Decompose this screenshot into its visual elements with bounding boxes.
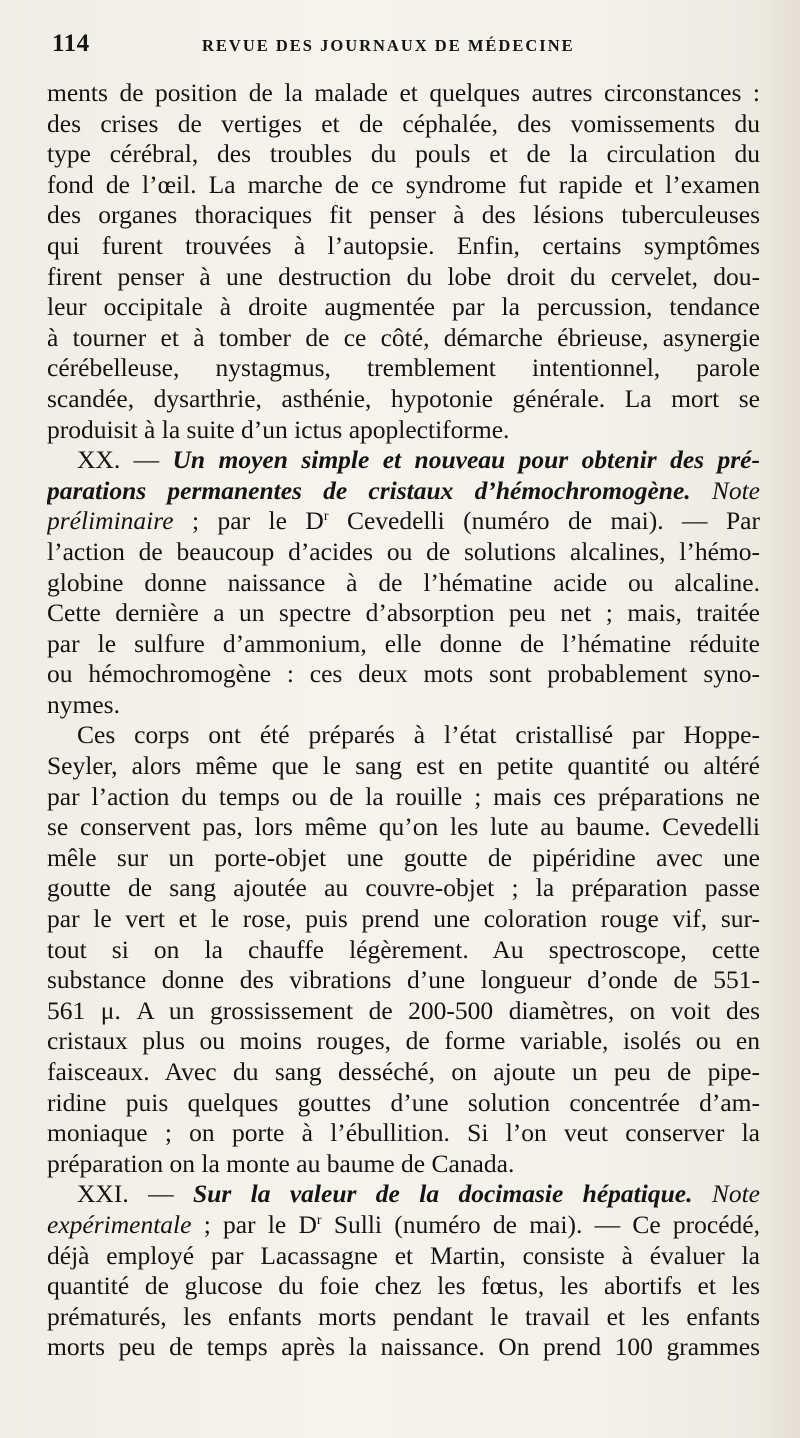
- text-line: produisit à la suite d’un ictus apoplectiforme.: [47, 414, 510, 444]
- text-line: cérébelleuse, nystagmus, tremblement intentionnel, parole: [47, 353, 760, 383]
- page-header: [52, 30, 757, 60]
- text-line: ridine puis quelques gouttes d’une solution concentrée d’am-: [47, 1087, 760, 1117]
- text-line: qui furent trouvées à l’autopsie. Enfin, certains symptômes: [47, 230, 760, 260]
- text-line: par le sulfure d’ammonium, elle donne de l’hématine réduite: [47, 628, 760, 658]
- text-line: morts peu de temps après la naissance. On prend 100 grammes: [47, 1332, 760, 1362]
- note-label: Note: [711, 1179, 760, 1209]
- text-line: quantité de glucose du foie chez les fœtus, les abortifs et les: [47, 1271, 760, 1301]
- text-line: à tourner et à tomber de ce côté, démarche ébrieuse, asynergie: [47, 322, 760, 352]
- text-line: prématurés, les enfants morts pendant le travail et les enfants: [47, 1301, 760, 1331]
- text-line: goutte de sang ajoutée au couvre-objet ; la préparation passe: [47, 873, 760, 903]
- text-line: substance donne des vibrations d’une longueur d’onde de 551-: [47, 965, 760, 995]
- author-sup: r: [316, 1212, 322, 1228]
- text-line: se conservent pas, lors même qu’on les lute au baume. Cevedelli: [47, 812, 760, 842]
- text-line: des crises de vertiges et de céphalée, des vomissements du: [47, 108, 760, 138]
- section-heading-xx: [47, 445, 760, 476]
- author-suffix: Sulli (numéro de mai). — Ce procédé,: [321, 1209, 760, 1239]
- text-line: ou hémochromogène : ces deux mots sont probablement syno-: [47, 659, 760, 689]
- text-line: fond de l’œil. La marche de ce syndrome fut rapide et l’examen: [47, 169, 760, 199]
- section-title: parations permanentes de cristaux d’hémochromogène.: [47, 475, 691, 505]
- author-suffix: Cevedelli (numéro de mai). — Par: [328, 506, 760, 536]
- text-line: nymes.: [47, 689, 120, 719]
- body-text: [47, 78, 760, 1363]
- running-head: REVUE DES JOURNAUX DE MÉDECINE: [202, 36, 575, 55]
- text-line: tout si on la chauffe légèrement. Au spectroscope, cette: [47, 934, 760, 964]
- section-number: XX. —: [77, 445, 173, 475]
- note-label: expérimentale: [47, 1209, 192, 1239]
- text-line: [47, 1210, 760, 1241]
- text-line: leur occipitale à droite augmentée par la percussion, tendance: [47, 292, 760, 322]
- author-prefix: ; par le D: [173, 506, 324, 536]
- text-line: ments de position de la malade et quelques autres circonstances :: [47, 78, 760, 107]
- author-prefix: ; par le D: [191, 1209, 317, 1239]
- text-line: 561 μ. A un grossissement de 200-500 diamètres, on voit des: [47, 995, 760, 1025]
- page-number: 114: [52, 30, 90, 57]
- text-line: par l’action du temps ou de la rouille ; mais ces préparations ne: [47, 781, 760, 811]
- section-number: XXI. —: [77, 1179, 193, 1209]
- text-line: [47, 476, 760, 507]
- text-line: cristaux plus ou moins rouges, de forme variable, isolés ou en: [47, 1026, 760, 1056]
- text-line: moniaque ; on porte à l’ébullition. Si l’on veut conserver la: [47, 1118, 760, 1148]
- text-line: déjà employé par Lacassagne et Martin, consiste à évaluer la: [47, 1240, 760, 1270]
- text-line: l’action de beaucoup d’acides ou de solutions alcalines, l’hémo-: [47, 536, 760, 566]
- text-line: par le vert et le rose, puis prend une coloration rouge vif, sur-: [47, 904, 760, 934]
- text-line: faisceaux. Avec du sang desséché, on ajoute un peu de pipe-: [47, 1057, 760, 1086]
- text-line: globine donne naissance à de l’hématine acide ou alcaline.: [47, 567, 760, 597]
- section-heading-xxi: [47, 1179, 760, 1210]
- note-label: préliminaire: [47, 506, 174, 536]
- text-line: type cérébral, des troubles du pouls et de la circulation du: [47, 139, 760, 169]
- text-line: [47, 506, 760, 537]
- text-line: préparation on la monte au baume de Canada.: [47, 1148, 515, 1178]
- section-title: Sur la valeur de la docimasie hépatique.: [192, 1179, 693, 1209]
- text-line: scandée, dysarthrie, asthénie, hypotonie générale. La mort se: [47, 383, 760, 413]
- text-line: firent penser à une destruction du lobe droit du cervelet, dou-: [47, 261, 760, 291]
- page-edge-shadow: [760, 0, 800, 1438]
- note-label: Note: [711, 475, 760, 505]
- text-line: Ces corps ont été préparés à l’état cristallisé par Hoppe-: [77, 720, 760, 750]
- text-line: Seyler, alors même que le sang est en petite quantité ou altéré: [47, 751, 760, 781]
- text-line: mêle sur un porte-objet une goutte de pipéridine avec une: [47, 842, 760, 872]
- section-title: Un moyen simple et nouveau pour obtenir des pré-: [172, 445, 760, 475]
- text-line: des organes thoraciques fit penser à des lésions tuberculeuses: [47, 200, 760, 230]
- author-sup: r: [323, 509, 329, 525]
- text-line: Cette dernière a un spectre d’absorption peu net ; mais, traitée: [47, 598, 760, 628]
